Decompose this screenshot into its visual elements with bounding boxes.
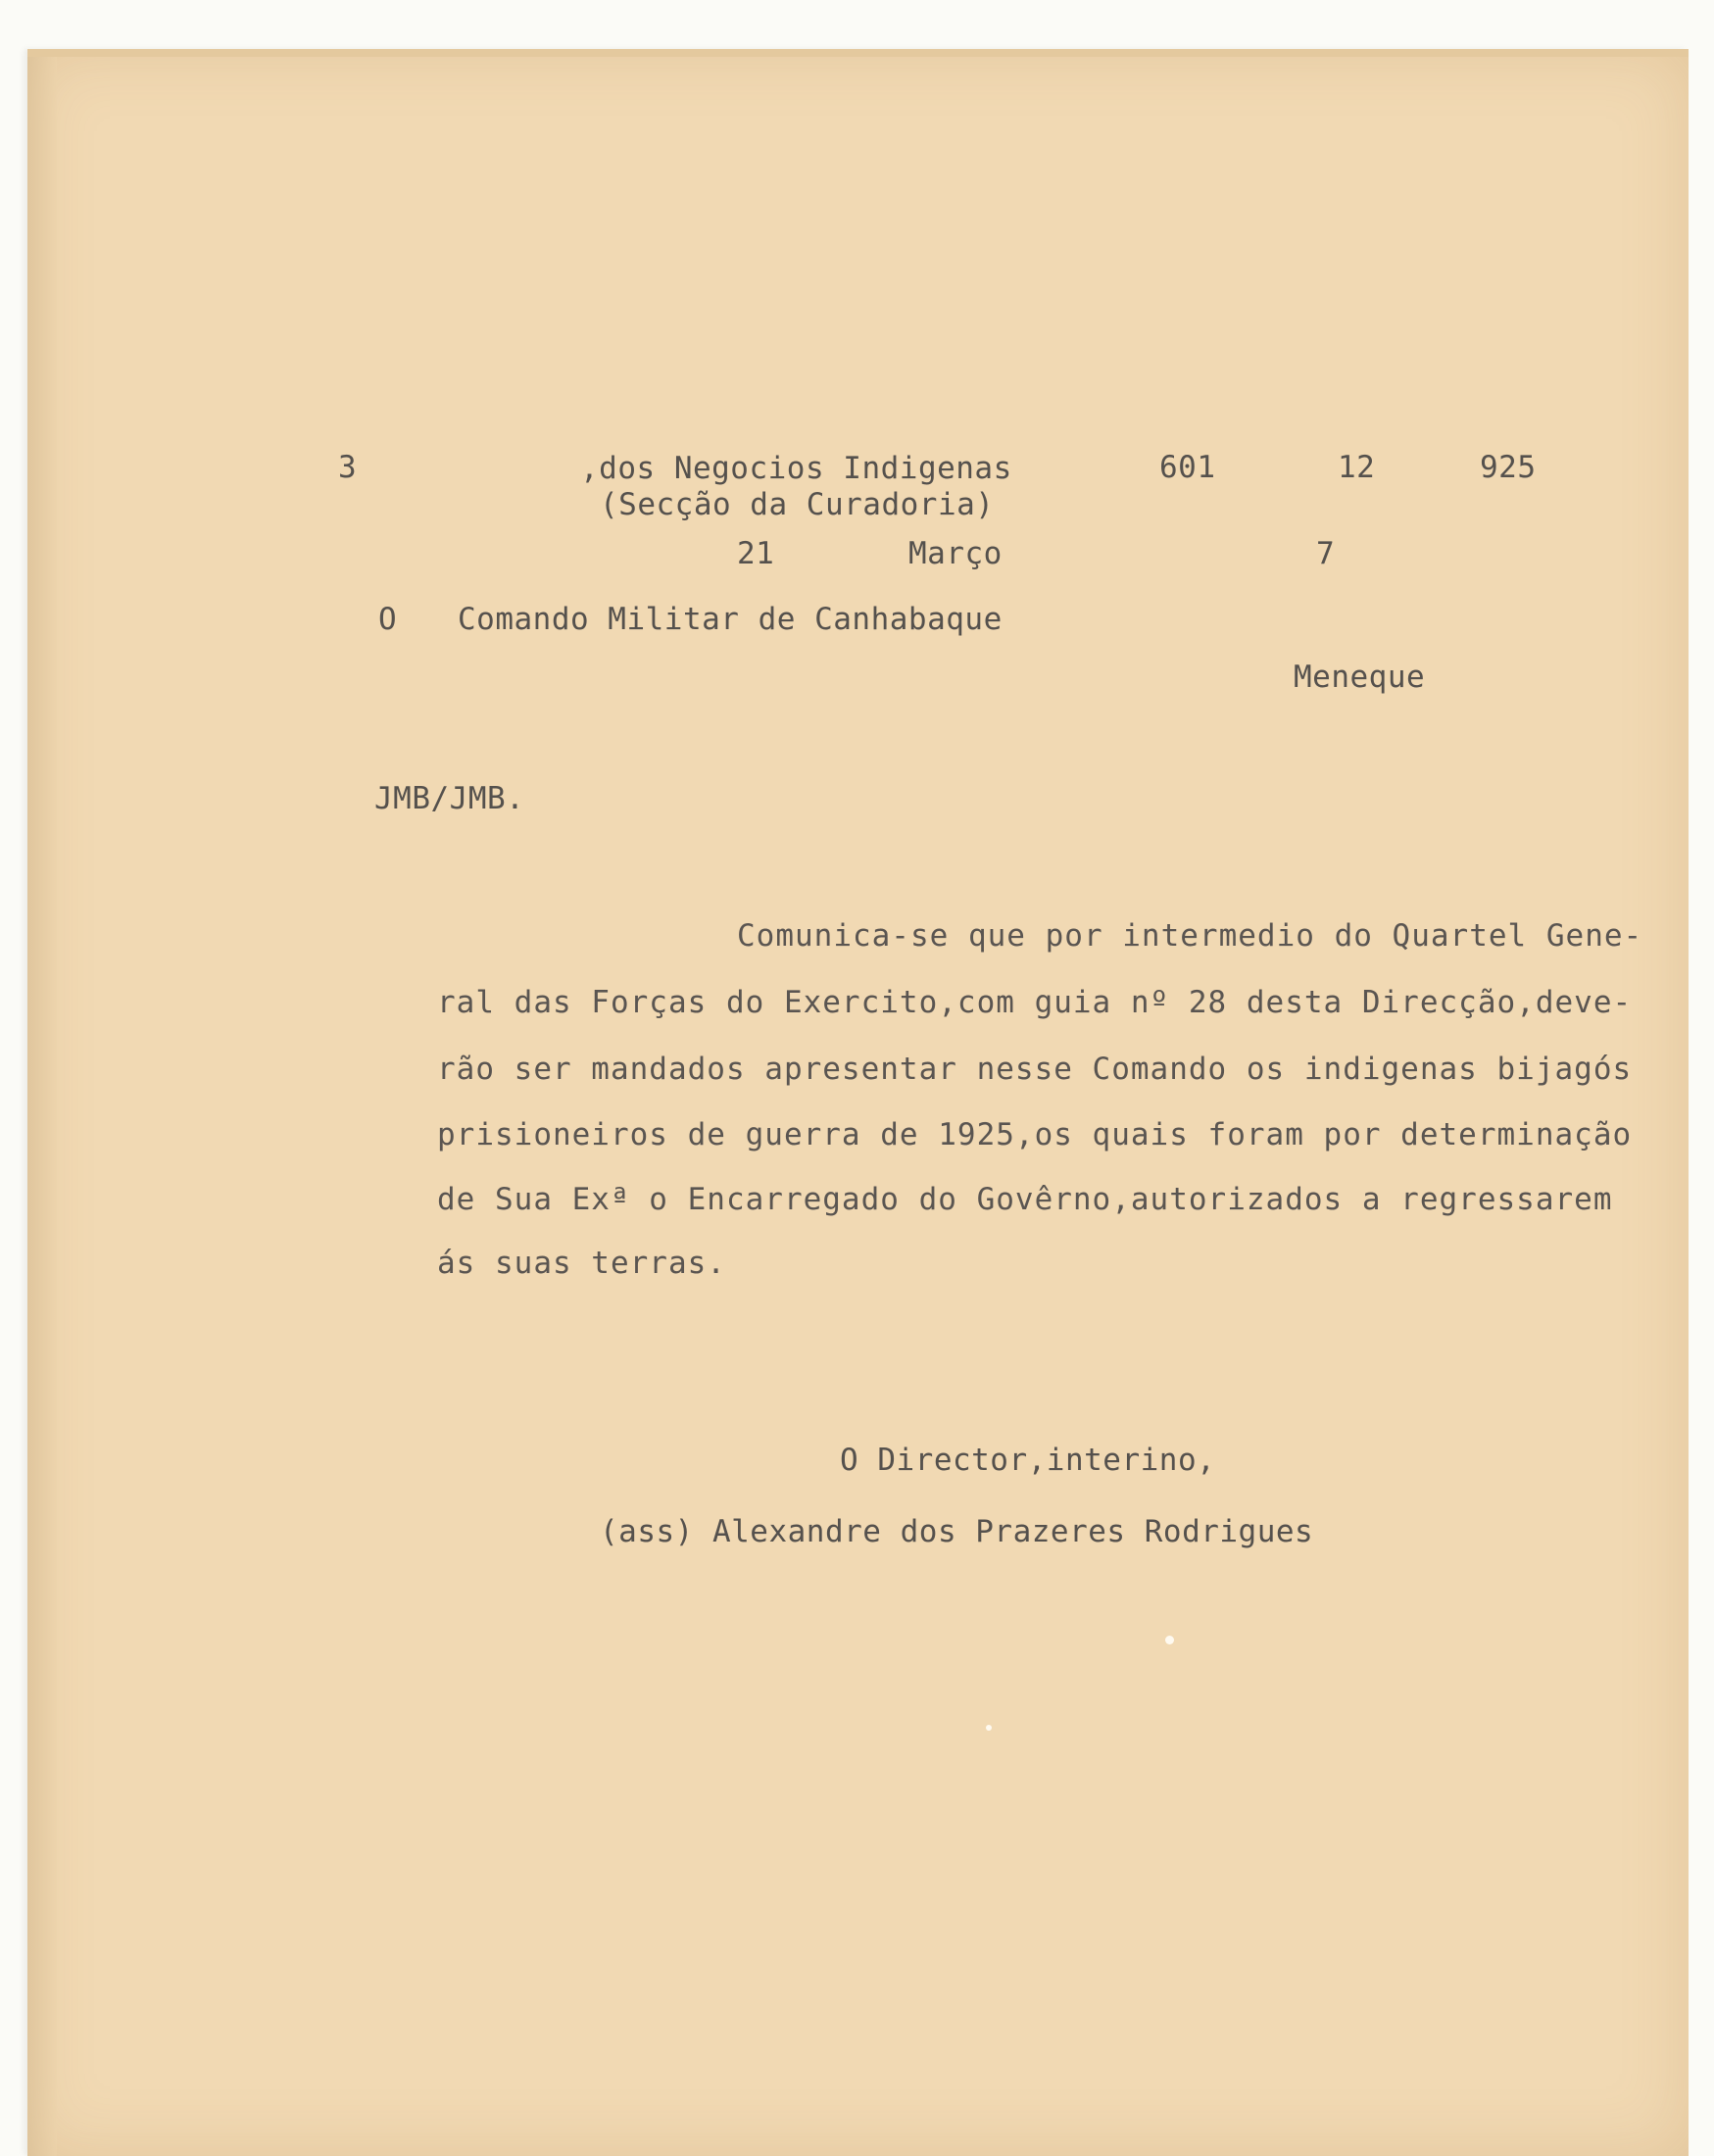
body-line: ás suas terras. [437, 1246, 726, 1281]
body-line: de Sua Exª o Encarregado do Govêrno,autorizados a regressarem [437, 1182, 1613, 1217]
header-year: 925 [1480, 450, 1537, 485]
body-line: prisioneiros de guerra de 1925,os quais foram por determinação [437, 1117, 1633, 1152]
paper-speck [1165, 1636, 1174, 1644]
body-line: Comunica-se que por intermedio do Quartel Gene- [737, 918, 1643, 954]
header-day: 21 [737, 536, 775, 571]
addressee-prefix: O [378, 602, 398, 637]
body-line: rão ser mandados apresentar nesse Comando os indigenas bijagós [437, 1052, 1633, 1087]
paper-speck [986, 1725, 992, 1731]
closing-title: O Director,interino, [840, 1443, 1216, 1478]
header-count: 7 [1316, 536, 1336, 571]
body-line: ral das Forças do Exercito,com guia nº 28 desta Direcção,deve- [437, 985, 1633, 1020]
header-department: ,dos Negocios Indigenas [580, 451, 1012, 486]
header-number: 3 [338, 450, 358, 485]
header-section: (Secção da Curadoria) [600, 487, 995, 522]
header-code: 601 [1159, 450, 1216, 485]
addressee-place: Meneque [1294, 660, 1426, 695]
paper-edge-left [27, 49, 57, 2156]
closing-signature: (ass) Alexandre dos Prazeres Rodrigues [600, 1514, 1314, 1549]
header-month-number: 12 [1338, 450, 1376, 485]
reference-initials: JMB/JMB. [374, 781, 525, 816]
paper-sheet [27, 49, 1689, 2156]
header-month: Março [908, 536, 1003, 571]
addressee-name: Comando Militar de Canhabaque [458, 602, 1003, 637]
paper-edge-top [27, 49, 1689, 57]
